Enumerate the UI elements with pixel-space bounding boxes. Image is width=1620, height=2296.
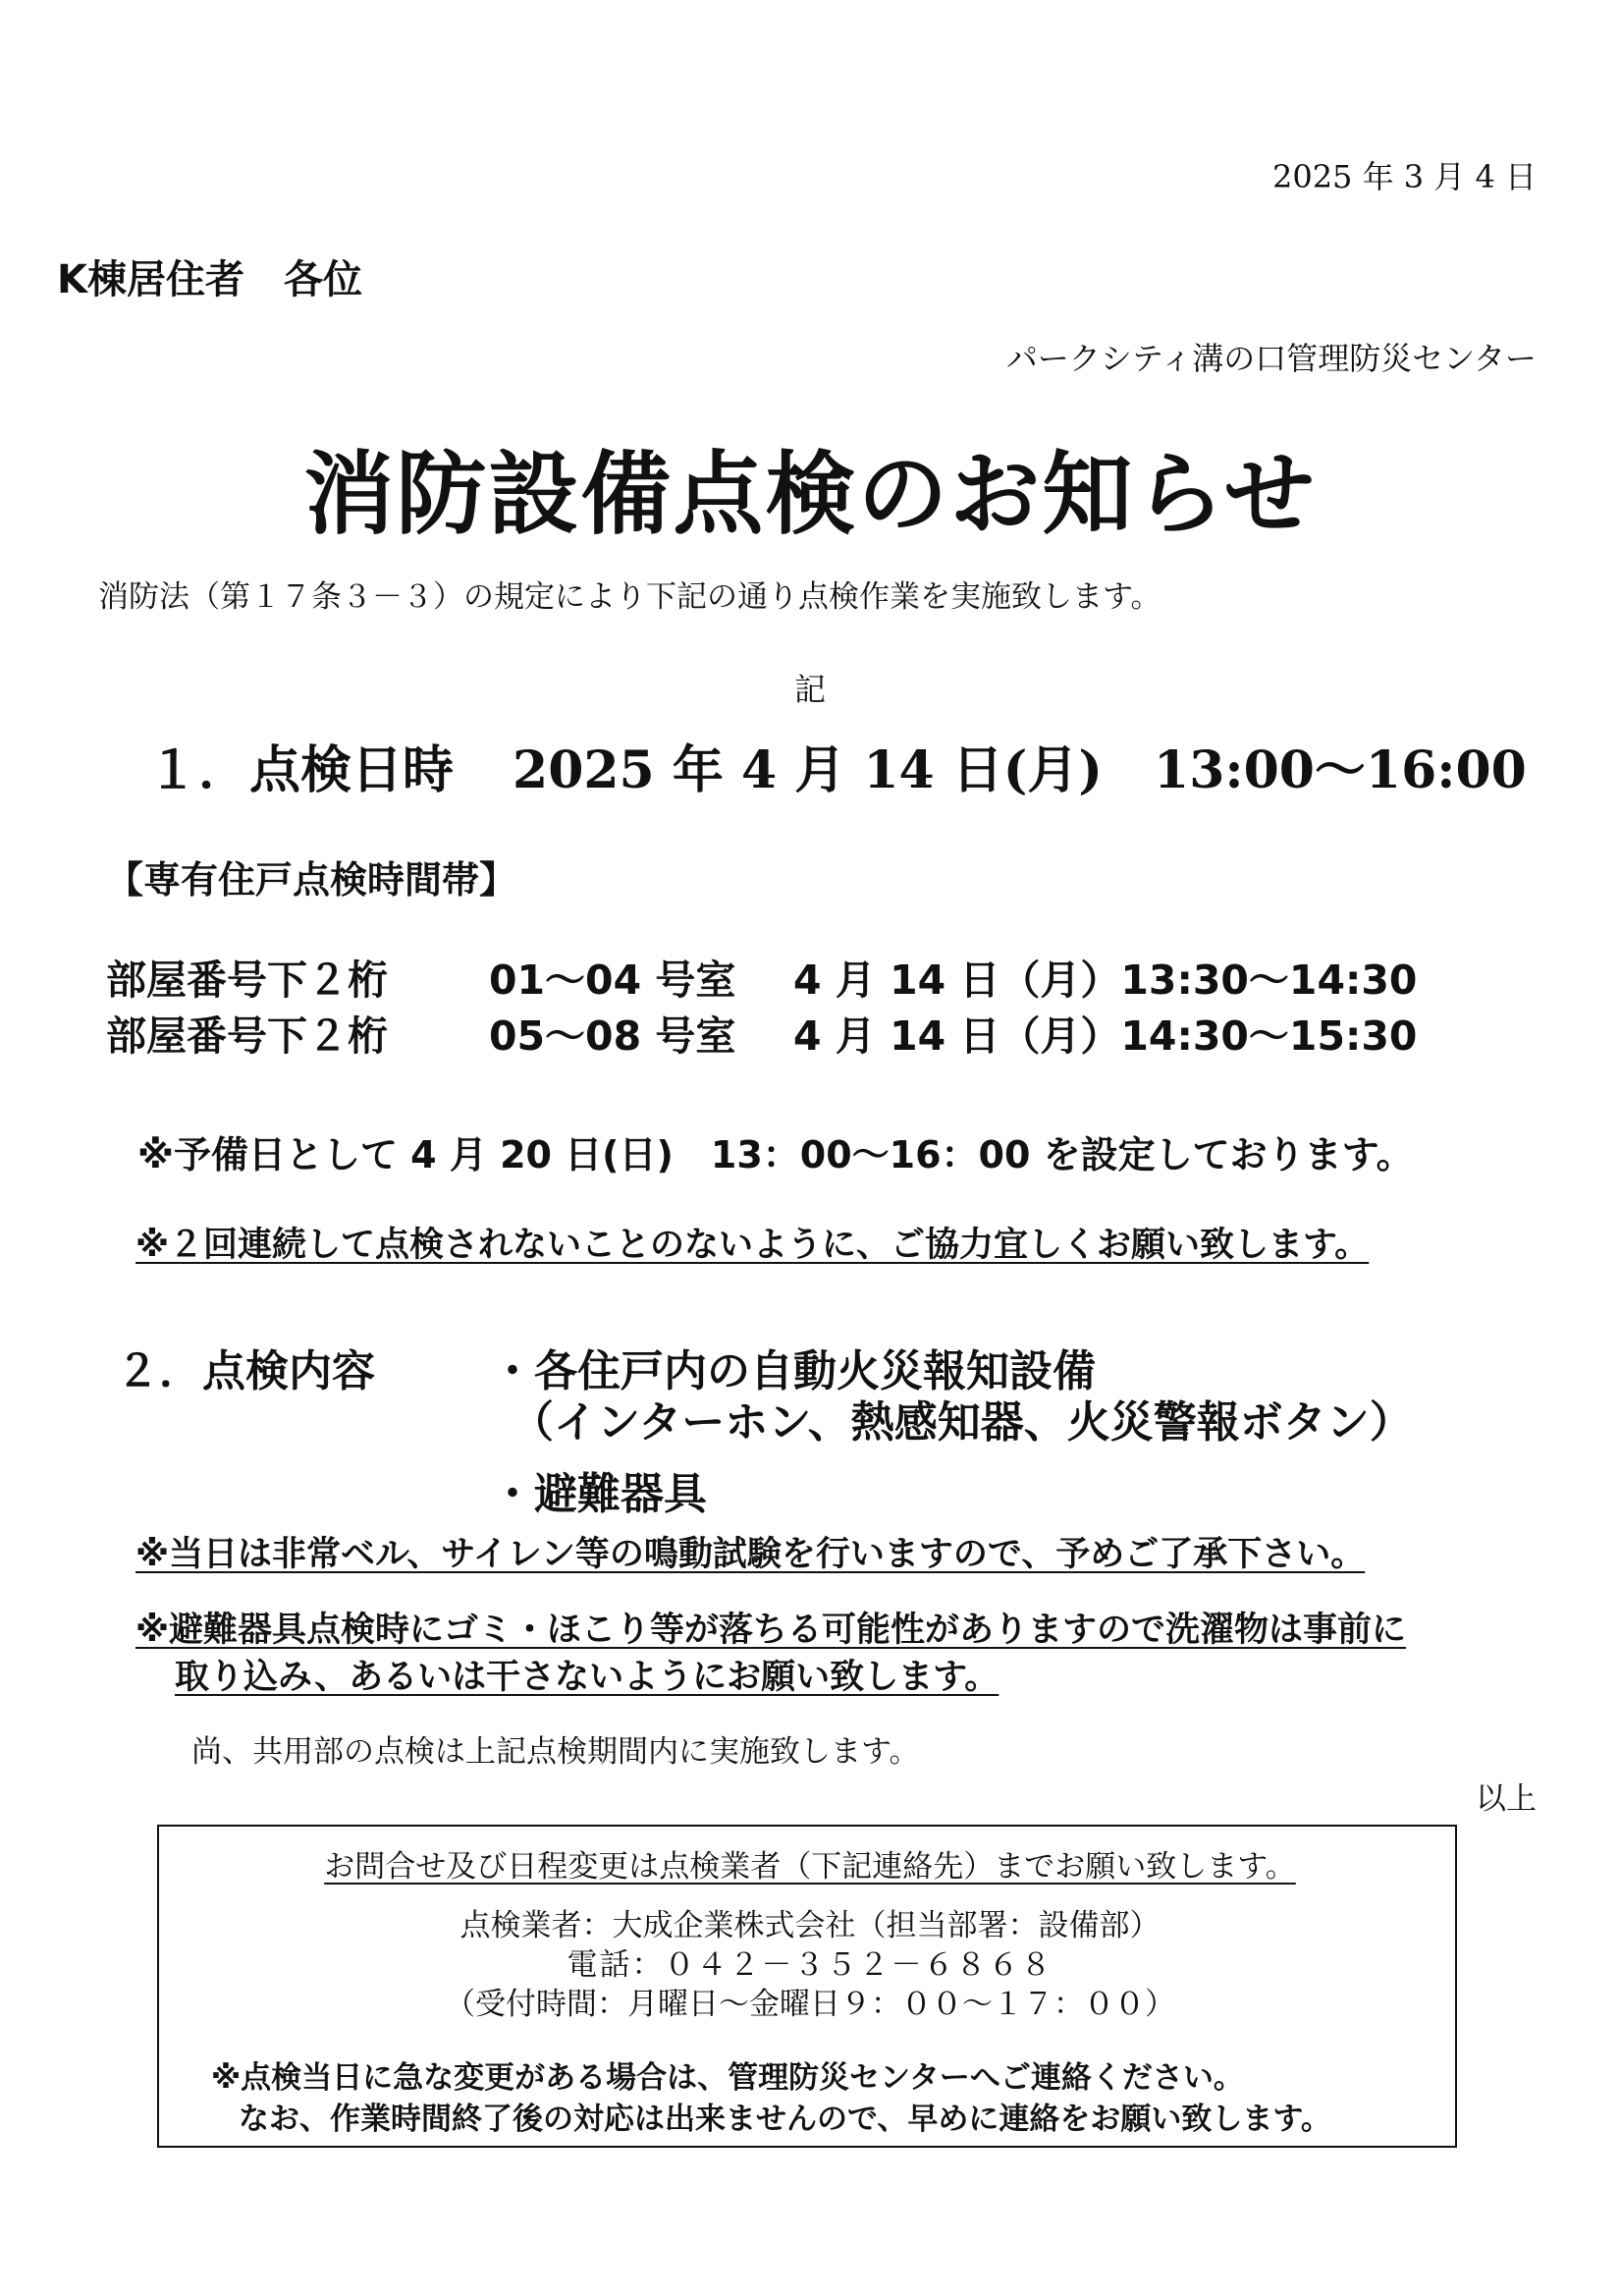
contact-lead: お問合せ及び日程変更は点検業者（下記連絡先）までお願い致します。 <box>324 1849 1296 1885</box>
ki-marker: 記 <box>793 671 826 708</box>
intro-text: 消防法（第１７条３－３）の規定により下記の通り点検作業を実施致します。 <box>98 579 1161 615</box>
contact-note: ※点検当日に急な変更がある場合は、管理防災センターへご連絡ください。 <box>211 2060 1244 2096</box>
unit-schedule-row <box>106 1004 1417 1062</box>
inspection-content-label: ２．点検内容 <box>116 1346 375 1396</box>
page-title: 消防設備点検のお知らせ <box>303 442 1317 547</box>
inspection-content-detail: （インターホン、熱感知器、火災警報ボタン） <box>511 1397 1413 1448</box>
unit-schedule-heading: 【専有住戸点検時間帯】 <box>106 858 517 902</box>
unit-schedule-group: 部屋番号下２桁 <box>106 1012 388 1060</box>
inspection-datetime <box>147 729 1527 802</box>
recipient-line: K棟居住者 各位 <box>57 257 362 302</box>
sender-line: パークシティ溝の口管理防災センター <box>1005 340 1537 377</box>
common-area-note: 尚、共用部の点検は上記点検期間内に実施致します。 <box>191 1734 920 1770</box>
unit-schedule-time: 4 月 14 日（月）14:30～15:30 <box>793 1012 1418 1060</box>
contact-company: 点検業者：大成企業株式会社（担当部署：設備部） <box>459 1908 1161 1943</box>
closing-mark: 以上 <box>1476 1781 1537 1817</box>
consecutive-miss-notice: ※２回連続して点検されないことのないように、ご協力宜しくお願い致します。 <box>135 1226 1370 1265</box>
inspection-content-item: ・各住戸内の自動火災報知設備 <box>491 1346 1096 1396</box>
document-date: 2025 年 3 月 4 日 <box>1271 158 1537 195</box>
unit-schedule-row <box>106 948 1417 1006</box>
laundry-notice-line: ※避難器具点検時にゴミ・ほこり等が落ちる可能性がありますので洗濯物は事前に <box>135 1611 1407 1650</box>
unit-schedule-group: 部屋番号下２桁 <box>106 957 388 1004</box>
unit-schedule-time: 4 月 14 日（月）13:30～14:30 <box>793 957 1418 1004</box>
laundry-notice-line: 取り込み、あるいは干さないようにお願い致します。 <box>175 1658 999 1697</box>
contact-note: なお、作業時間終了後の対応は出来ませんので、早めに連絡をお願い致します。 <box>239 2102 1331 2137</box>
contact-hours: （受付時間：月曜日～金曜日９：００～１７：００） <box>445 1987 1175 2022</box>
unit-schedule-rooms: 05～08 号室 <box>489 1012 736 1060</box>
alarm-test-notice: ※当日は非常ベル、サイレン等の鳴動試験を行いますので、予めご了承下さい。 <box>135 1535 1366 1574</box>
unit-schedule-rooms: 01～04 号室 <box>489 957 736 1004</box>
contact-phone: 電話：０４２－３５２－６８６８ <box>567 1947 1053 1983</box>
reserve-day-notice: ※予備日として 4 月 20 日(日) 13：00～16：00 を設定しております。 <box>137 1133 1414 1176</box>
inspection-content-item: ・避難器具 <box>491 1469 707 1519</box>
inspection-datetime-label: １．点検日時 <box>147 740 455 800</box>
inspection-datetime-value: 2025 年 4 月 14 日(月) 13:00～16:00 <box>513 740 1527 800</box>
